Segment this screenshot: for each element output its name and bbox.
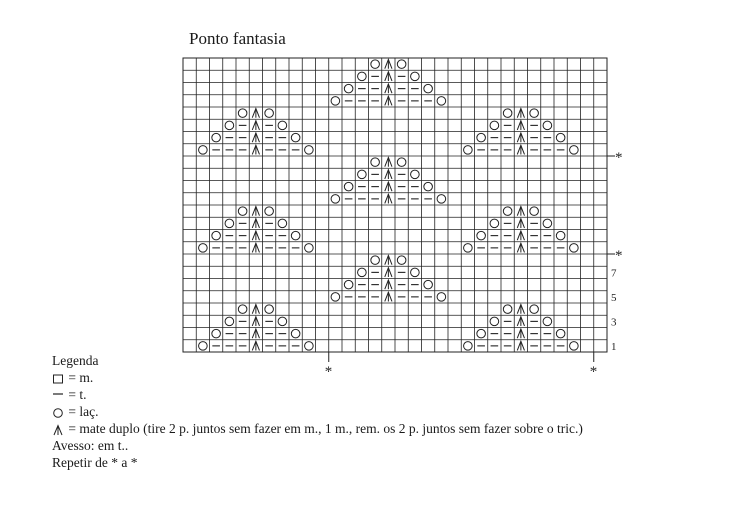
yarn-over-symbol	[397, 256, 406, 265]
yarn-over-symbol	[199, 244, 208, 253]
yarn-over-symbol	[503, 305, 512, 314]
yarn-over-symbol	[464, 146, 473, 155]
yarn-over-symbol	[331, 195, 340, 204]
legend-item-circle	[52, 403, 583, 420]
legend-avesso: Avesso: em t..	[52, 438, 129, 453]
yarn-over-symbol	[225, 121, 234, 130]
yarn-over-symbol	[464, 244, 473, 253]
legend-item-double-decrease	[52, 420, 583, 437]
yarn-over-symbol	[477, 133, 486, 142]
yarn-over-symbol	[212, 329, 221, 338]
yarn-over-symbol	[371, 256, 380, 265]
yarn-over-symbol	[530, 109, 539, 118]
yarn-over-symbol	[437, 293, 446, 302]
yarn-over-symbol	[238, 305, 247, 314]
yarn-over-symbol	[477, 329, 486, 338]
row-number: 3	[611, 316, 617, 329]
yarn-over-symbol	[437, 97, 446, 106]
legend-text-circle: = laç.	[68, 404, 99, 419]
yarn-over-symbol	[530, 207, 539, 216]
yarn-over-symbol	[212, 231, 221, 240]
circle-icon	[52, 407, 65, 419]
yarn-over-symbol	[424, 280, 433, 289]
row-number: 5	[611, 291, 617, 304]
row-number: 1	[611, 340, 617, 353]
yarn-over-symbol	[424, 84, 433, 93]
square-icon	[52, 373, 65, 385]
row-number: 7	[611, 267, 617, 280]
yarn-over-symbol	[543, 317, 552, 326]
yarn-over-symbol	[464, 342, 473, 351]
yarn-over-symbol	[225, 317, 234, 326]
yarn-over-symbol	[291, 231, 300, 240]
yarn-over-symbol	[503, 109, 512, 118]
yarn-over-symbol	[238, 207, 247, 216]
yarn-over-symbol	[199, 342, 208, 351]
yarn-over-symbol	[225, 219, 234, 228]
yarn-over-symbol	[265, 207, 274, 216]
yarn-over-symbol	[344, 280, 353, 289]
yarn-over-symbol	[278, 317, 287, 326]
yarn-over-symbol	[556, 231, 565, 240]
yarn-over-symbol	[291, 133, 300, 142]
yarn-over-symbol	[331, 293, 340, 302]
yarn-over-symbol	[278, 121, 287, 130]
repeat-star: *	[324, 364, 333, 380]
yarn-over-symbol	[530, 305, 539, 314]
yarn-over-symbol	[212, 133, 221, 142]
legend-item-dash	[52, 386, 583, 403]
yarn-over-symbol	[278, 219, 287, 228]
yarn-over-symbol	[411, 268, 420, 277]
yarn-over-symbol	[543, 219, 552, 228]
legend-repeat: Repetir de * a *	[52, 455, 138, 470]
yarn-over-symbol	[265, 109, 274, 118]
repeat-star: *	[615, 150, 623, 166]
yarn-over-symbol	[570, 146, 579, 155]
yarn-over-symbol	[411, 72, 420, 81]
yarn-over-symbol	[490, 317, 499, 326]
legend	[52, 352, 583, 471]
yarn-over-symbol	[238, 109, 247, 118]
yarn-over-symbol	[397, 60, 406, 69]
yarn-over-symbol	[490, 121, 499, 130]
legend-text-square: = m.	[68, 370, 94, 385]
repeat-star: *	[615, 248, 623, 264]
double-decrease-icon	[52, 424, 65, 436]
yarn-over-symbol	[371, 60, 380, 69]
yarn-over-symbol	[570, 342, 579, 351]
yarn-over-symbol	[199, 146, 208, 155]
legend-text-dash: = t.	[68, 387, 87, 402]
diagram-title: Ponto fantasia	[189, 29, 286, 48]
yarn-over-symbol	[291, 329, 300, 338]
legend-heading: Legenda	[52, 353, 99, 368]
yarn-over-symbol	[358, 72, 367, 81]
yarn-over-symbol	[411, 170, 420, 179]
yarn-over-symbol	[358, 170, 367, 179]
yarn-over-symbol	[358, 268, 367, 277]
yarn-over-symbol	[371, 158, 380, 167]
yarn-over-symbol	[344, 84, 353, 93]
yarn-over-symbol	[503, 207, 512, 216]
dash-icon	[52, 390, 65, 402]
yarn-over-symbol	[265, 305, 274, 314]
yarn-over-symbol	[490, 219, 499, 228]
repeat-star: *	[589, 364, 598, 380]
yarn-over-symbol	[570, 244, 579, 253]
legend-text-double-decrease: = mate duplo (tire 2 p. juntos sem fazer em m., 1 m., rem. os 2 p. juntos sem fazer sobre o tric.)	[68, 421, 583, 436]
yarn-over-symbol	[543, 121, 552, 130]
yarn-over-symbol	[331, 97, 340, 106]
yarn-over-symbol	[477, 231, 486, 240]
yarn-over-symbol	[344, 182, 353, 191]
yarn-over-symbol	[437, 195, 446, 204]
yarn-over-symbol	[397, 158, 406, 167]
yarn-over-symbol	[305, 146, 314, 155]
yarn-over-symbol	[424, 182, 433, 191]
legend-item-square	[52, 369, 583, 386]
yarn-over-symbol	[556, 329, 565, 338]
yarn-over-symbol	[305, 244, 314, 253]
yarn-over-symbol	[556, 133, 565, 142]
yarn-over-symbol	[305, 342, 314, 351]
